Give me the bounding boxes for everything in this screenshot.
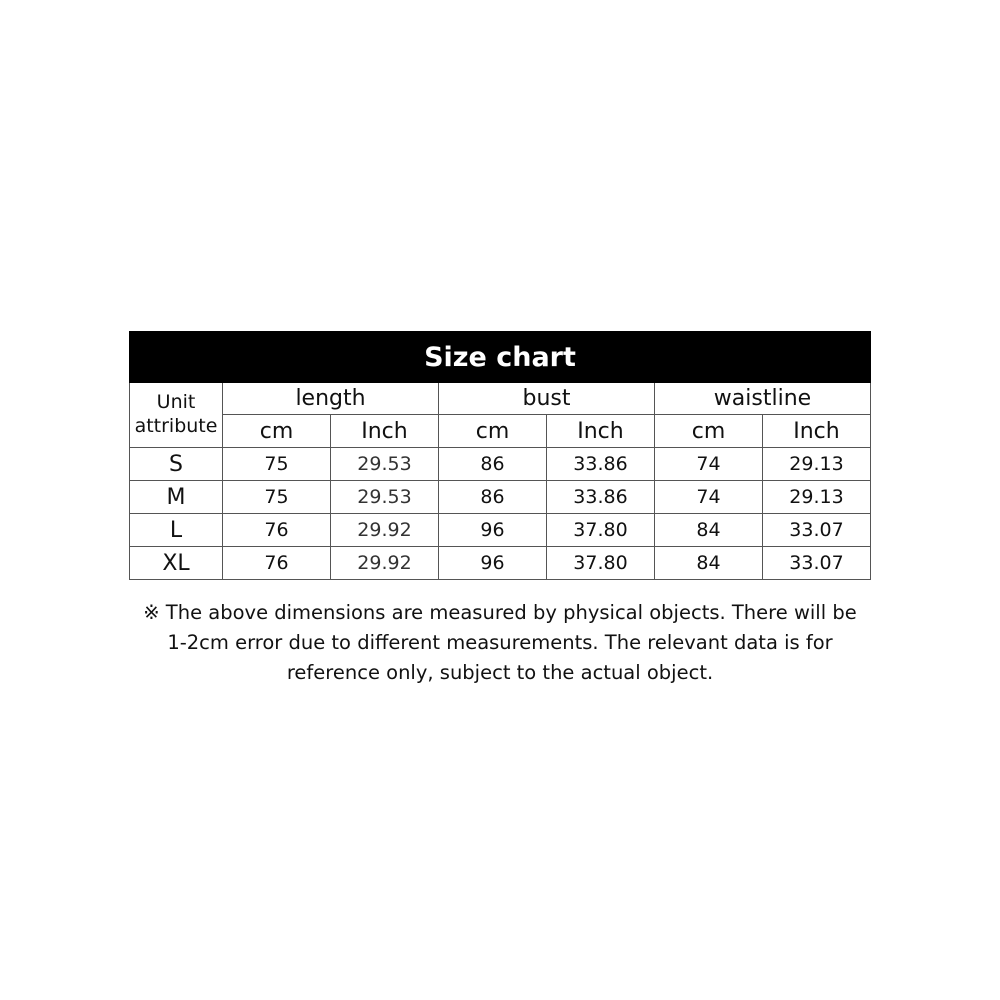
value-cell: 74 xyxy=(655,481,763,514)
value-cell: 29.53 xyxy=(331,448,439,481)
unit-cell: cm xyxy=(655,415,763,448)
value-cell: 29.92 xyxy=(331,514,439,547)
note-line: reference only, subject to the actual object. xyxy=(286,661,714,684)
note-line: ※ The above dimensions are measured by physical objects. There will be xyxy=(143,601,857,624)
value-cell: 37.80 xyxy=(547,514,655,547)
value-cell: 33.07 xyxy=(763,547,871,580)
value-cell: 96 xyxy=(439,514,547,547)
unit-header-row xyxy=(130,415,871,448)
value-cell: 33.86 xyxy=(547,448,655,481)
unit-cell: cm xyxy=(223,415,331,448)
value-cell: 96 xyxy=(439,547,547,580)
unit-label: Unit xyxy=(156,391,196,414)
value-cell: 33.07 xyxy=(763,514,871,547)
group-waistline: waistline xyxy=(655,383,871,415)
value-cell: 29.53 xyxy=(331,481,439,514)
value-cell: 75 xyxy=(223,448,331,481)
value-cell: 84 xyxy=(655,514,763,547)
size-label: S xyxy=(130,448,223,481)
unit-cell: Inch xyxy=(547,415,655,448)
value-cell: 76 xyxy=(223,514,331,547)
value-cell: 29.92 xyxy=(331,547,439,580)
attribute-label: attribute xyxy=(134,415,218,437)
size-table xyxy=(129,331,871,580)
value-cell: 37.80 xyxy=(547,547,655,580)
table-row xyxy=(130,448,871,481)
unit-cell: cm xyxy=(439,415,547,448)
unit-attribute-cell xyxy=(130,383,223,448)
measurement-note xyxy=(100,598,900,688)
value-cell: 84 xyxy=(655,547,763,580)
size-chart xyxy=(129,331,870,580)
size-label: XL xyxy=(130,547,223,580)
table-row xyxy=(130,547,871,580)
value-cell: 86 xyxy=(439,481,547,514)
value-cell: 86 xyxy=(439,448,547,481)
value-cell: 33.86 xyxy=(547,481,655,514)
group-length: length xyxy=(223,383,439,415)
table-row xyxy=(130,481,871,514)
value-cell: 29.13 xyxy=(763,448,871,481)
size-label: L xyxy=(130,514,223,547)
group-bust: bust xyxy=(439,383,655,415)
group-header-row xyxy=(130,383,871,415)
unit-cell: Inch xyxy=(331,415,439,448)
note-line: 1-2cm error due to different measurements. The relevant data is for xyxy=(167,631,833,654)
value-cell: 76 xyxy=(223,547,331,580)
value-cell: 74 xyxy=(655,448,763,481)
value-cell: 29.13 xyxy=(763,481,871,514)
unit-cell: Inch xyxy=(763,415,871,448)
chart-title: Size chart xyxy=(130,332,871,383)
table-row xyxy=(130,514,871,547)
size-label: M xyxy=(130,481,223,514)
value-cell: 75 xyxy=(223,481,331,514)
